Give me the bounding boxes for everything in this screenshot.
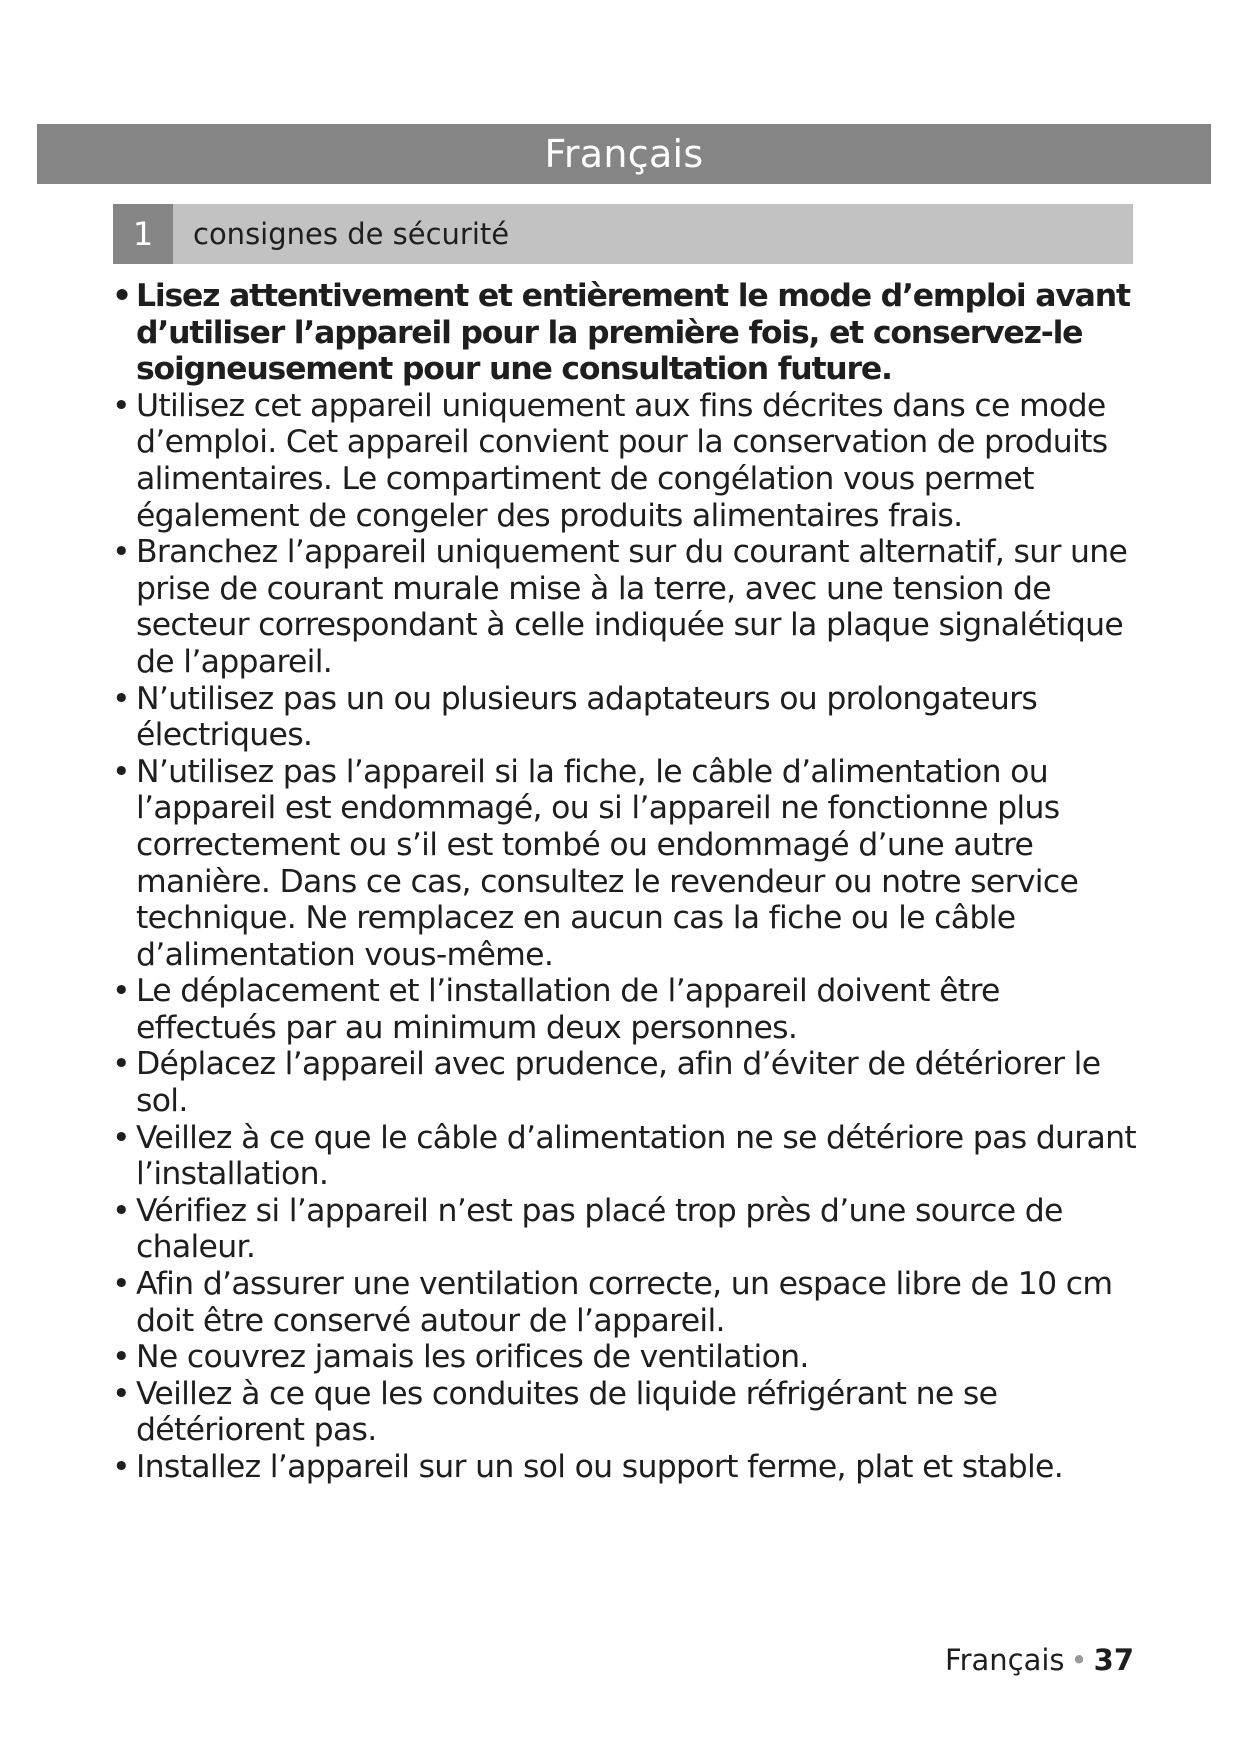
list-item: • Utilisez cet appareil uniquement aux fins décrites dans ce mode d’emploi. Cet appareil convient pour la conservation de produits alimentaires. Le compartiment de congélation vous permet également de congeler des produits alimentaires frais.: [112, 388, 1142, 534]
list-item: • Veillez à ce que les conduites de liquide réfrigérant ne se détériorent pas.: [112, 1376, 1142, 1449]
list-item: • Branchez l’appareil uniquement sur du courant alternatif, sur une prise de courant murale mise à la terre, avec une tension de secteur correspondant à celle indiquée sur la plaque signalétique de l’appareil.: [112, 534, 1142, 680]
language-header-label: Français: [544, 132, 704, 176]
section-title: consignes de sécurité: [193, 217, 510, 251]
list-item: • Ne couvrez jamais les orifices de ventilation.: [112, 1339, 1142, 1376]
footer-language: Français: [945, 1643, 1065, 1677]
list-item: • Le déplacement et l’installation de l’appareil doivent être effectués par au minimum deux personnes.: [112, 973, 1142, 1046]
list-item: • Afin d’assurer une ventilation correcte, un espace libre de 10 cm doit être conservé autour de l’appareil.: [112, 1266, 1142, 1339]
list-item-warning: • Lisez attentivement et entièrement le mode d’emploi avant d’utiliser l’appareil pour la première fois, et conservez-le soigneusement pour une consultation future.: [112, 278, 1142, 388]
section-number: 1: [113, 204, 173, 264]
list-item: • N’utilisez pas un ou plusieurs adaptateurs ou prolongateurs électriques.: [112, 681, 1142, 754]
page-number: 37: [1093, 1643, 1134, 1677]
list-item: • Veillez à ce que le câble d’alimentation ne se détériore pas durant l’installation.: [112, 1120, 1142, 1193]
list-item: • Installez l’appareil sur un sol ou support ferme, plat et stable.: [112, 1449, 1142, 1486]
safety-instructions-list: [112, 278, 1142, 1486]
footer-separator: •: [1070, 1643, 1088, 1677]
language-header: [37, 124, 1211, 184]
list-item: • Déplacez l’appareil avec prudence, afin d’éviter de détériorer le sol.: [112, 1046, 1142, 1119]
section-header: [113, 204, 1133, 264]
list-item: • N’utilisez pas l’appareil si la fiche, le câble d’alimentation ou l’appareil est endommagé, ou si l’appareil ne fonctionne plus correctement ou s’il est tombé ou endommagé d’une autre manière. Dans ce cas, consultez le revendeur ou notre service technique. Ne remplacez en aucun cas la fiche ou le câble d’alimentation vous-même.: [112, 754, 1142, 974]
list-item: • Vérifiez si l’appareil n’est pas placé trop près d’une source de chaleur.: [112, 1193, 1142, 1266]
page-footer: [945, 1640, 1134, 1680]
